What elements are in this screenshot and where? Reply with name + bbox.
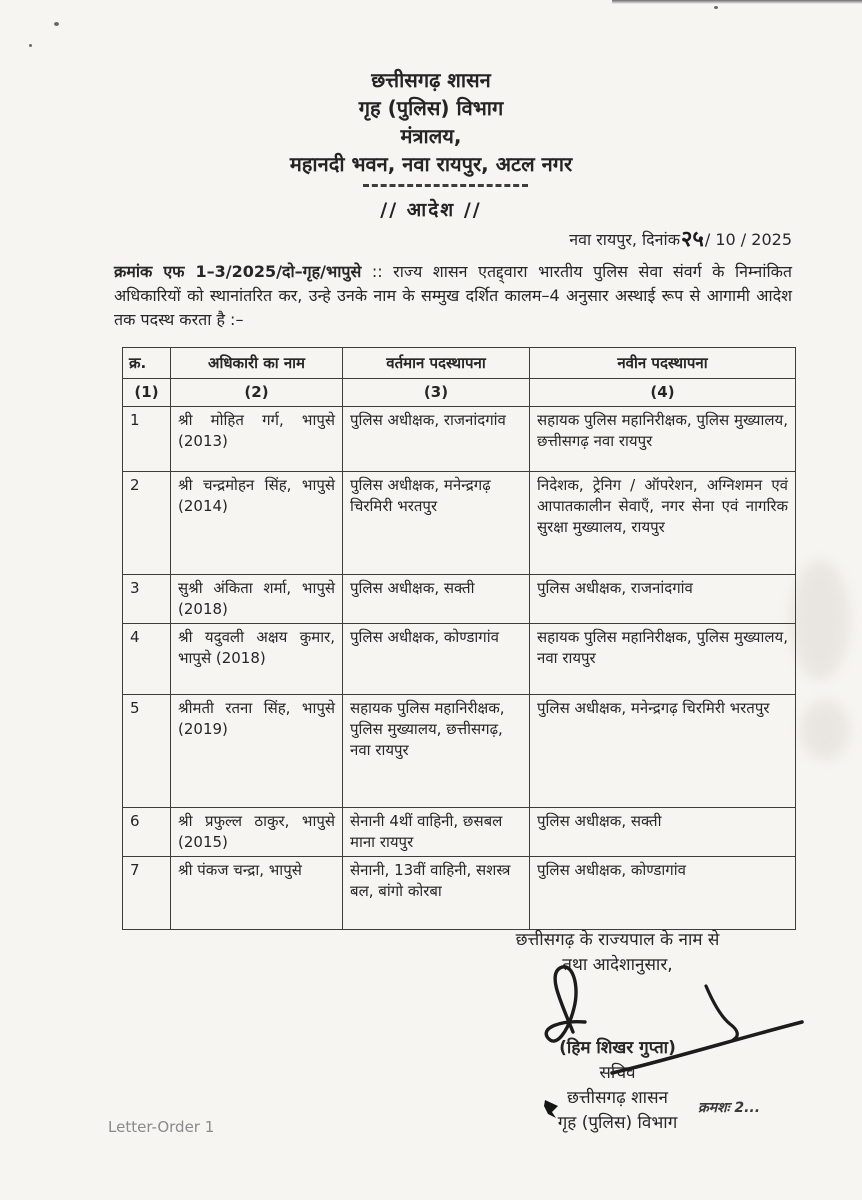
col-header-current-posting: वर्तमान पदस्थापना: [343, 348, 530, 379]
cell-serial: 3: [123, 575, 171, 624]
cell-officer-name: श्री पंकज चन्द्रा, भापुसे: [171, 857, 343, 930]
letterhead-line-address: महानदी भवन, नवा रायपुर, अटल नगर: [289, 152, 573, 176]
table-header-row: [123, 348, 796, 379]
scan-speck: [29, 44, 32, 47]
authority-line-1: छत्तीसगढ़ के राज्यपाल के नाम से: [515, 930, 720, 950]
table-row: [123, 808, 796, 857]
cell-new-posting: निदेशक, ट्रेनिग / ऑपरेशन, अग्निशमन एवं आपातकालीन सेवाएँ, नगर सेना एवं नागरिक सुरक्षा मुख्यालय, रायपुर: [530, 472, 796, 575]
header-divider: [363, 184, 528, 187]
intro-separator: ::: [361, 262, 394, 281]
scan-smudge: [800, 700, 850, 760]
col-number: (2): [171, 379, 343, 407]
cell-new-posting: सहायक पुलिस महानिरीक्षक, पुलिस मुख्यालय, नवा रायपुर: [530, 624, 796, 695]
col-number: (4): [530, 379, 796, 407]
order-title: // आदेश //: [380, 199, 482, 221]
col-number: (3): [343, 379, 530, 407]
cell-officer-name: श्री मोहित गर्ग, भापुसे (2013): [171, 407, 343, 472]
scan-speck: [714, 6, 718, 9]
cell-new-posting: पुलिस अधीक्षक, कोण्डागांव: [530, 857, 796, 930]
cell-serial: 6: [123, 808, 171, 857]
signatory-dept: गृह (पुलिस) विभाग: [557, 1113, 678, 1133]
table-row: [123, 407, 796, 472]
cell-serial: 5: [123, 695, 171, 808]
cell-new-posting: पुलिस अधीक्षक, राजनांदगांव: [530, 575, 796, 624]
cell-new-posting: सहायक पुलिस महानिरीक्षक, पुलिस मुख्यालय, छत्तीसगढ़ नवा रायपुर: [530, 407, 796, 472]
cell-current-posting: पुलिस अधीक्षक, राजनांदगांव: [343, 407, 530, 472]
signatory-name: (हिम शिखर गुप्ता): [559, 1038, 676, 1058]
cell-current-posting: पुलिस अधीक्षक, सक्ती: [343, 575, 530, 624]
cell-current-posting: सेनानी 4थीं वाहिनी, छसबल माना रायपुर: [343, 808, 530, 857]
col-header-new-posting: नवीन पदस्थापना: [530, 348, 796, 379]
cell-officer-name: सुश्री अंकिता शर्मा, भापुसे (2018): [171, 575, 343, 624]
place-date-prefix: नवा रायपुर, दिनांक: [569, 230, 680, 249]
letterhead-line-government: छत्तीसगढ़ शासन: [371, 68, 491, 92]
continuation-note: क्रमशः 2...: [698, 1100, 761, 1116]
column-number-row: [123, 379, 796, 407]
cell-serial: 4: [123, 624, 171, 695]
col-header-serial: क्र.: [123, 348, 171, 379]
order-intro-paragraph: [114, 260, 792, 332]
scan-speck: [54, 22, 59, 26]
letterhead-line-ministry: मंत्रालय,: [400, 124, 462, 148]
authority-line-2: तथा आदेशानुसार,: [562, 955, 673, 975]
signatory-org: छत्तीसगढ़ शासन: [567, 1088, 668, 1108]
cell-new-posting: पुलिस अधीक्षक, मनेन्द्रगढ़ चिरमिरी भरतपुर: [530, 695, 796, 808]
letterhead-line-department: गृह (पुलिस) विभाग: [358, 96, 504, 120]
table-row: [123, 695, 796, 808]
table-row: [123, 857, 796, 930]
cell-officer-name: श्री प्रफुल्ल ठाकुर, भापुसे (2015): [171, 808, 343, 857]
place-date-line: [569, 222, 792, 252]
cell-new-posting: पुलिस अधीक्षक, सक्ती: [530, 808, 796, 857]
scan-edge-artifact: [612, 0, 862, 4]
handwritten-day: २५: [680, 227, 704, 252]
transfer-table: [122, 347, 796, 930]
cell-serial: 7: [123, 857, 171, 930]
order-number: क्रमांक एफ 1–3/2025/दो–गृह/भापुसे: [114, 262, 362, 281]
table-row: [123, 624, 796, 695]
cell-current-posting: पुलिस अधीक्षक, मनेन्द्रगढ़ चिरमिरी भरतपुर: [343, 472, 530, 575]
cell-officer-name: श्री चन्द्रमोहन सिंह, भापुसे (2014): [171, 472, 343, 575]
cell-officer-name: श्रीमती रतना सिंह, भापुसे (2019): [171, 695, 343, 808]
cell-current-posting: सहायक पुलिस महानिरीक्षक, पुलिस मुख्यालय, छत्तीसगढ़, नवा रायपुर: [343, 695, 530, 808]
cell-current-posting: सेनानी, 13वीं वाहिनी, सशस्त्र बल, बांगो कोरबा: [343, 857, 530, 930]
cell-officer-name: श्री यदुवली अक्षय कुमार, भापुसे (2018): [171, 624, 343, 695]
document-label: Letter-Order 1: [108, 1118, 215, 1136]
cell-current-posting: पुलिस अधीक्षक, कोण्डागांव: [343, 624, 530, 695]
signatory-title: सचिव: [599, 1063, 636, 1083]
col-header-officer-name: अधिकारी का नाम: [171, 348, 343, 379]
place-date-rest: / 10 / 2025: [704, 230, 792, 249]
cell-serial: 1: [123, 407, 171, 472]
table-row: [123, 472, 796, 575]
letterhead: [0, 66, 862, 178]
col-number: (1): [123, 379, 171, 407]
cell-serial: 2: [123, 472, 171, 575]
intro-text: राज्य शासन एतद्द्वारा भारतीय पुलिस सेवा संवर्ग के निम्नांकित अधिकारियों को स्थानांतरित कर, उन्हे उनके नाम के सम्मुख दर्शित कालम–4 अनुसार अस्थाई रूप से आगामी आदेश तक पदस्थ करता है :–: [114, 262, 793, 329]
scan-smudge: [790, 560, 850, 680]
table-row: [123, 575, 796, 624]
